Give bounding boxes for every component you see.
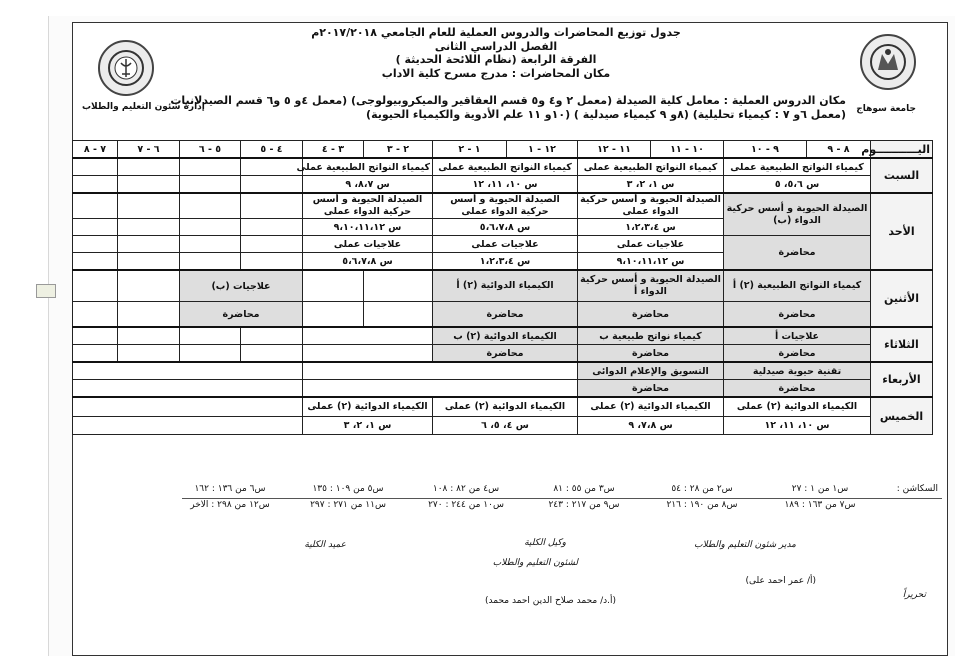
hour-slot: ١ - ٢ (433, 141, 507, 159)
empty-cell (118, 236, 180, 253)
title-line: الفصل الدراسي الثانى (434, 39, 558, 53)
sat-course-3: كيمياء النواتج الطبيعية عملى (433, 158, 578, 176)
empty-cell (118, 176, 180, 194)
empty-cell (73, 380, 303, 398)
location-line: (معمل ٦و ٧ : كيمياء تحليلية) (٨و ٩ كيمياء صيدلية ) (١٠و ١١ علم الأدوية والكيمياء الحيوية) (366, 108, 846, 121)
day-sunday: الأحد (871, 193, 933, 270)
tuesday-row (73, 345, 933, 363)
mon-lecture-1: كيمياء النواتج الطبيعية (٢) أ (724, 270, 871, 302)
section-range: س٧ من ١٦٣ : ١٨٩ (784, 500, 856, 510)
thursday-row (73, 397, 933, 416)
tue-tag-1: محاضرة (724, 345, 871, 363)
empty-cell (73, 270, 118, 302)
empty-cell (73, 158, 118, 176)
section-range: س١١ من ٢٧١ : ٢٩٧ (310, 500, 386, 510)
empty-cell (180, 253, 241, 271)
mon-tag-2: محاضرة (578, 302, 724, 328)
tue-tag-2: محاضرة (578, 345, 724, 363)
sun-groups-4b: س ٥،٦،٧،٨ (303, 253, 433, 271)
tue-tag-3: محاضرة (433, 345, 578, 363)
sun-course-4b: علاجيات عملى (303, 236, 433, 253)
hour-slot: ٢ - ٣ (364, 141, 433, 159)
sat-course-4: كيمياء النواتج الطبيعية عملى (303, 158, 433, 176)
hour-slot: ٣ - ٤ (303, 141, 364, 159)
empty-cell (303, 362, 578, 380)
hour-slot: ٧ - ٨ (73, 141, 118, 159)
tuesday-row (73, 327, 933, 345)
thu-groups-3: س ٤، ٥، ٦ (433, 416, 578, 434)
sat-course-2: كيمياء النواتج الطبيعية عملى (578, 158, 724, 176)
empty-cell (180, 176, 241, 194)
wednesday-row (73, 380, 933, 398)
sun-course-2: الصيدلة الحيوية و أسس حركية الدواء عملى (578, 193, 724, 219)
section-range: س٤ من ٨٢ : ١٠٨ (432, 484, 500, 494)
sun-course-3: الصيدلة الحيوية و أسس حركية الدواء عملى (433, 193, 578, 219)
section-range: س١٢ من ٢٩٨ : الاخر (190, 500, 270, 510)
sections-legend (132, 480, 944, 514)
empty-cell (180, 158, 241, 176)
tue-lecture-3: الكيمياء الدوائية (٢) ب (433, 327, 578, 345)
faculty-seal-icon (98, 40, 154, 96)
empty-cell (73, 362, 303, 380)
monday-row (73, 302, 933, 328)
empty-cell (303, 380, 578, 398)
empty-cell (118, 270, 180, 302)
sunday-row (73, 193, 933, 219)
wednesday-row (73, 362, 933, 380)
empty-cell (180, 345, 241, 363)
lab-locations (166, 94, 846, 122)
document-header (72, 22, 946, 138)
tue-lecture-1: علاجيات أ (724, 327, 871, 345)
empty-cell (241, 253, 303, 271)
saturday-row (73, 176, 933, 194)
empty-cell (73, 416, 303, 434)
wed-tag-1: محاضرة (724, 380, 871, 398)
university-seal-icon (860, 34, 916, 90)
empty-cell (73, 397, 303, 416)
mon-tag-4: محاضرة (180, 302, 303, 328)
hour-slot: ١٠ - ١١ (651, 141, 724, 159)
divider (182, 498, 942, 499)
sun-course-2b: علاجيات عملى (578, 236, 724, 253)
sun-groups-4: س ٩،١٠،١١،١٢ (303, 219, 433, 236)
title-line: جدول توزيع المحاضرات والدروس العملية للعام الجامعي ٢٠١٧/٢٠١٨م (311, 26, 681, 39)
thu-course-3: الكيمياء الدوائية (٢) عملى (433, 397, 578, 416)
sun-course-4: الصيدلة الحيوية و أسس حركية الدواء عملى (303, 193, 433, 219)
mon-lecture-4: علاجيات (ب) (180, 270, 303, 302)
empty-cell (73, 327, 118, 345)
empty-cell (241, 176, 303, 194)
mon-lecture-3: الكيمياء الدوائية (٢) أ (433, 270, 578, 302)
section-range: س٥ من ١٠٩ : ١٣٥ (312, 484, 384, 494)
thu-course-4: الكيمياء الدوائية (٢) عملى (303, 397, 433, 416)
empty-cell (73, 345, 118, 363)
sun-course-3b: علاجيات عملى (433, 236, 578, 253)
day-monday: الأثنين (871, 270, 933, 327)
thu-groups-4: س ١، ٢، ٣ (303, 416, 433, 434)
empty-cell (73, 302, 118, 328)
day-saturday: السبت (871, 158, 933, 193)
director-signature: (أ/ عمر احمد على) (745, 576, 816, 586)
right-caption: جامعة سوهاج (856, 104, 916, 114)
empty-cell (73, 219, 118, 236)
wed-lecture-2: التسويق والإعلام الدوائى (578, 362, 724, 380)
sun-groups-3b: س ١،٢،٣،٤ (433, 253, 578, 271)
empty-cell (364, 270, 433, 302)
title-line: الفرقة الرابعة (نظام اللائحة الحديثة ) (395, 53, 597, 66)
vice-dean-title: وكيل الكلية (524, 538, 566, 548)
empty-cell (118, 327, 180, 345)
empty-cell (180, 219, 241, 236)
writer-note: تحريراً (902, 590, 926, 600)
sat-groups-2: س ١، ٢، ٣ (578, 176, 724, 194)
vice-dean-subtitle: لشئون التعليم والطلاب (492, 558, 578, 568)
section-range: س٩ من ٢١٧ : ٢٤٣ (548, 500, 620, 510)
mon-tag-3: محاضرة (433, 302, 578, 328)
hour-slot: ١١ - ١٢ (578, 141, 651, 159)
hour-slot: ٥ - ٦ (180, 141, 241, 159)
hour-slot: ٨ - ٩ (807, 141, 871, 159)
location-line: مكان الدروس العملية : معامل كلية الصيدلة (معمل ٢ و٤ و٥ قسم العقاقير والميكروبيولوجى) (معمل ٤و ٥ و٦ قسم الصيدلانيات (170, 94, 846, 107)
empty-cell (118, 253, 180, 271)
hour-slot: ٩ - ١٠ (724, 141, 807, 159)
document-title (256, 26, 736, 80)
sections-label: السكاشن : (896, 484, 938, 494)
empty-cell (73, 253, 118, 271)
saturday-row (73, 158, 933, 176)
section-range: س٦ من ١٣٦ : ١٦٢ (194, 484, 266, 494)
hour-slot: ٤ - ٥ (241, 141, 303, 159)
sun-lecture: الصيدلة الحيوية و أسس حركية الدواء (ب) (724, 193, 871, 236)
director-title: مدير شئون التعليم والطلاب (694, 540, 796, 550)
empty-cell (118, 219, 180, 236)
tue-lecture-2: كيمياء نواتج طبيعية ب (578, 327, 724, 345)
empty-cell (241, 345, 303, 363)
empty-cell (241, 158, 303, 176)
empty-cell (241, 193, 303, 219)
empty-cell (303, 327, 433, 345)
wed-tag-2: محاضرة (578, 380, 724, 398)
sun-groups-2: س ١،٢،٣،٤ (578, 219, 724, 236)
wed-lecture-1: تقنية حيوية صيدلية (724, 362, 871, 380)
hour-slot: ١٢ - ١ (507, 141, 578, 159)
empty-cell (303, 270, 364, 302)
sun-groups-3: س ٥،٦،٧،٨ (433, 219, 578, 236)
vice-dean-signature: (أ.د/ محمد صلاح الدين احمد محمد) (485, 596, 616, 606)
thu-groups-1: س ١٠، ١١، ١٢ (724, 416, 871, 434)
day-thursday: الخميس (871, 397, 933, 435)
section-range: س١ من ١ : ٢٧ (791, 484, 849, 494)
section-range: س٢ من ٢٨ : ٥٤ (671, 484, 733, 494)
empty-cell (118, 193, 180, 219)
sat-course-1: كيمياء النواتج الطبيعية عملى (724, 158, 871, 176)
section-range: س٣ من ٥٥ : ٨١ (553, 484, 615, 494)
sunday-row (73, 236, 933, 253)
day-wednesday: الأربعاء (871, 362, 933, 397)
sat-groups-4: س ٨،٧، ٩ (303, 176, 433, 194)
mon-lecture-2: الصيدلة الحيوية و أسس حركية الدواء أ (578, 270, 724, 302)
empty-cell (241, 219, 303, 236)
empty-cell (118, 302, 180, 328)
thu-groups-2: س ٧،٨، ٩ (578, 416, 724, 434)
day-tuesday: الثلاثاء (871, 327, 933, 362)
empty-cell (364, 302, 433, 328)
hour-slot: ٦ - ٧ (118, 141, 180, 159)
sun-groups-2b: س ٩،١٠،١١،١٢ (578, 253, 724, 271)
empty-cell (241, 236, 303, 253)
empty-cell (73, 176, 118, 194)
empty-cell (180, 236, 241, 253)
empty-cell (118, 158, 180, 176)
empty-cell (73, 193, 118, 219)
thu-course-2: الكيمياء الدوائية (٢) عملى (578, 397, 724, 416)
sun-lecture-tag: محاضرة (724, 236, 871, 271)
empty-cell (118, 345, 180, 363)
hours-row (73, 141, 933, 159)
left-caption: إدارة شئون التعليم والطلاب (82, 102, 205, 112)
empty-cell (180, 327, 241, 345)
section-range: س٨ من ١٩٠ : ٢١٦ (666, 500, 738, 510)
empty-cell (303, 345, 433, 363)
schedule-table (72, 140, 933, 435)
thursday-row (73, 416, 933, 434)
monday-row (73, 270, 933, 302)
empty-cell (303, 302, 364, 328)
empty-cell (73, 236, 118, 253)
film-strip-icon (36, 284, 56, 298)
thu-course-1: الكيمياء الدوائية (٢) عملى (724, 397, 871, 416)
empty-cell (241, 327, 303, 345)
sat-groups-3: س ١٠، ١١، ١٢ (433, 176, 578, 194)
mon-tag-1: محاضرة (724, 302, 871, 328)
dean-title: عميد الكلية (304, 540, 346, 550)
title-line: مكان المحاضرات : مدرج مسرح كلية الاداب (381, 66, 611, 80)
empty-cell (180, 193, 241, 219)
section-range: س١٠ من ٢٤٤ : ٢٧٠ (428, 500, 504, 510)
day-header: اليـــــــــــوم (871, 141, 933, 159)
sat-groups-1: س ٥،٦، ٥ (724, 176, 871, 194)
